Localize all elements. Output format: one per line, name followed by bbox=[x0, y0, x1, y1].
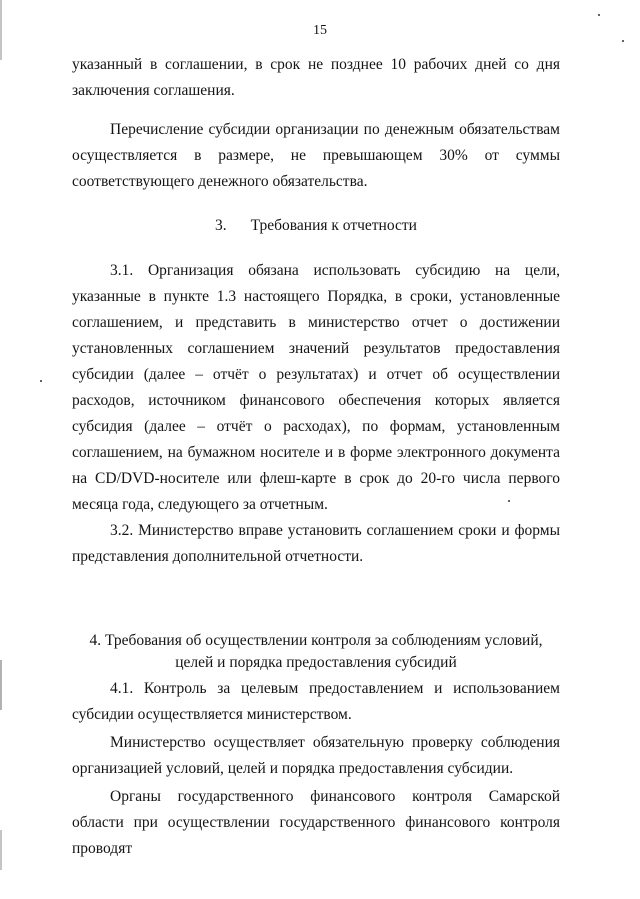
section-4-body bbox=[72, 676, 560, 862]
scan-edge-mark bbox=[0, 0, 2, 60]
paragraph-3-2: 3.2. Министерство вправе установить соглашением сроки и формы представления дополнительной отчетности. bbox=[72, 522, 560, 565]
paragraph-intro-2: Перечисление субсидии организации по денежным обязательствам осуществляется в размере, не превышающем 30% от суммы соответствующего денежного обязательства. bbox=[72, 121, 560, 190]
paragraph-intro-1: указанный в соглашении, в срок не позднее 10 рабочих дней со дня заключения соглашения. bbox=[72, 56, 560, 99]
section-4-title-line-1: 4. Требования об осуществлении контроля за соблюдениям условий, bbox=[89, 632, 543, 649]
scan-edge-mark bbox=[0, 830, 2, 870]
section-3-title: Требования к отчетности bbox=[250, 217, 417, 234]
paragraph-3-1: 3.1. Организация обязана использовать субсидию на цели, указанные в пункте 1.3 настоящего Порядка, в сроки, установленные соглашением, и представить в министерство отчет о достижении установленных соглашением значений результатов предоставления субсидии (далее – отчёт о результатах) и отчет об осуществлении расходов, источником финансового обеспечения которых является субсидия (далее – отчёт о расходах), по формам, установленным соглашением, на бумажном носителе и в форме электронного документа на CD/DVD-носителе или флеш-карте в срок до 20-го числа первого месяца года, следующего за отчетным. bbox=[72, 262, 560, 513]
scan-speck bbox=[622, 40, 624, 42]
section-3-body bbox=[72, 258, 560, 570]
paragraph-4-3: Органы государственного финансового контроля Самарской области при осуществлении государственного финансового контроля проводят bbox=[72, 788, 560, 857]
section-4-title-line-2: целей и порядка предоставления субсидий bbox=[175, 654, 457, 671]
scan-edge-mark bbox=[0, 660, 2, 710]
scan-speck bbox=[598, 14, 600, 16]
paragraph-4-2: Министерство осуществляет обязательную проверку соблюдения организацией условий, целей и порядка предоставления субсидии. bbox=[72, 734, 560, 777]
section-4-heading bbox=[72, 630, 560, 674]
intro-block bbox=[72, 52, 560, 195]
scan-speck bbox=[508, 500, 510, 502]
page-number: 15 bbox=[313, 23, 327, 38]
section-3-heading bbox=[72, 215, 560, 237]
paragraph-4-1: 4.1. Контроль за целевым предоставлением и использованием субсидии осуществляется министерством. bbox=[72, 680, 560, 723]
section-3-number: 3. bbox=[215, 217, 227, 234]
scan-speck bbox=[40, 380, 42, 382]
